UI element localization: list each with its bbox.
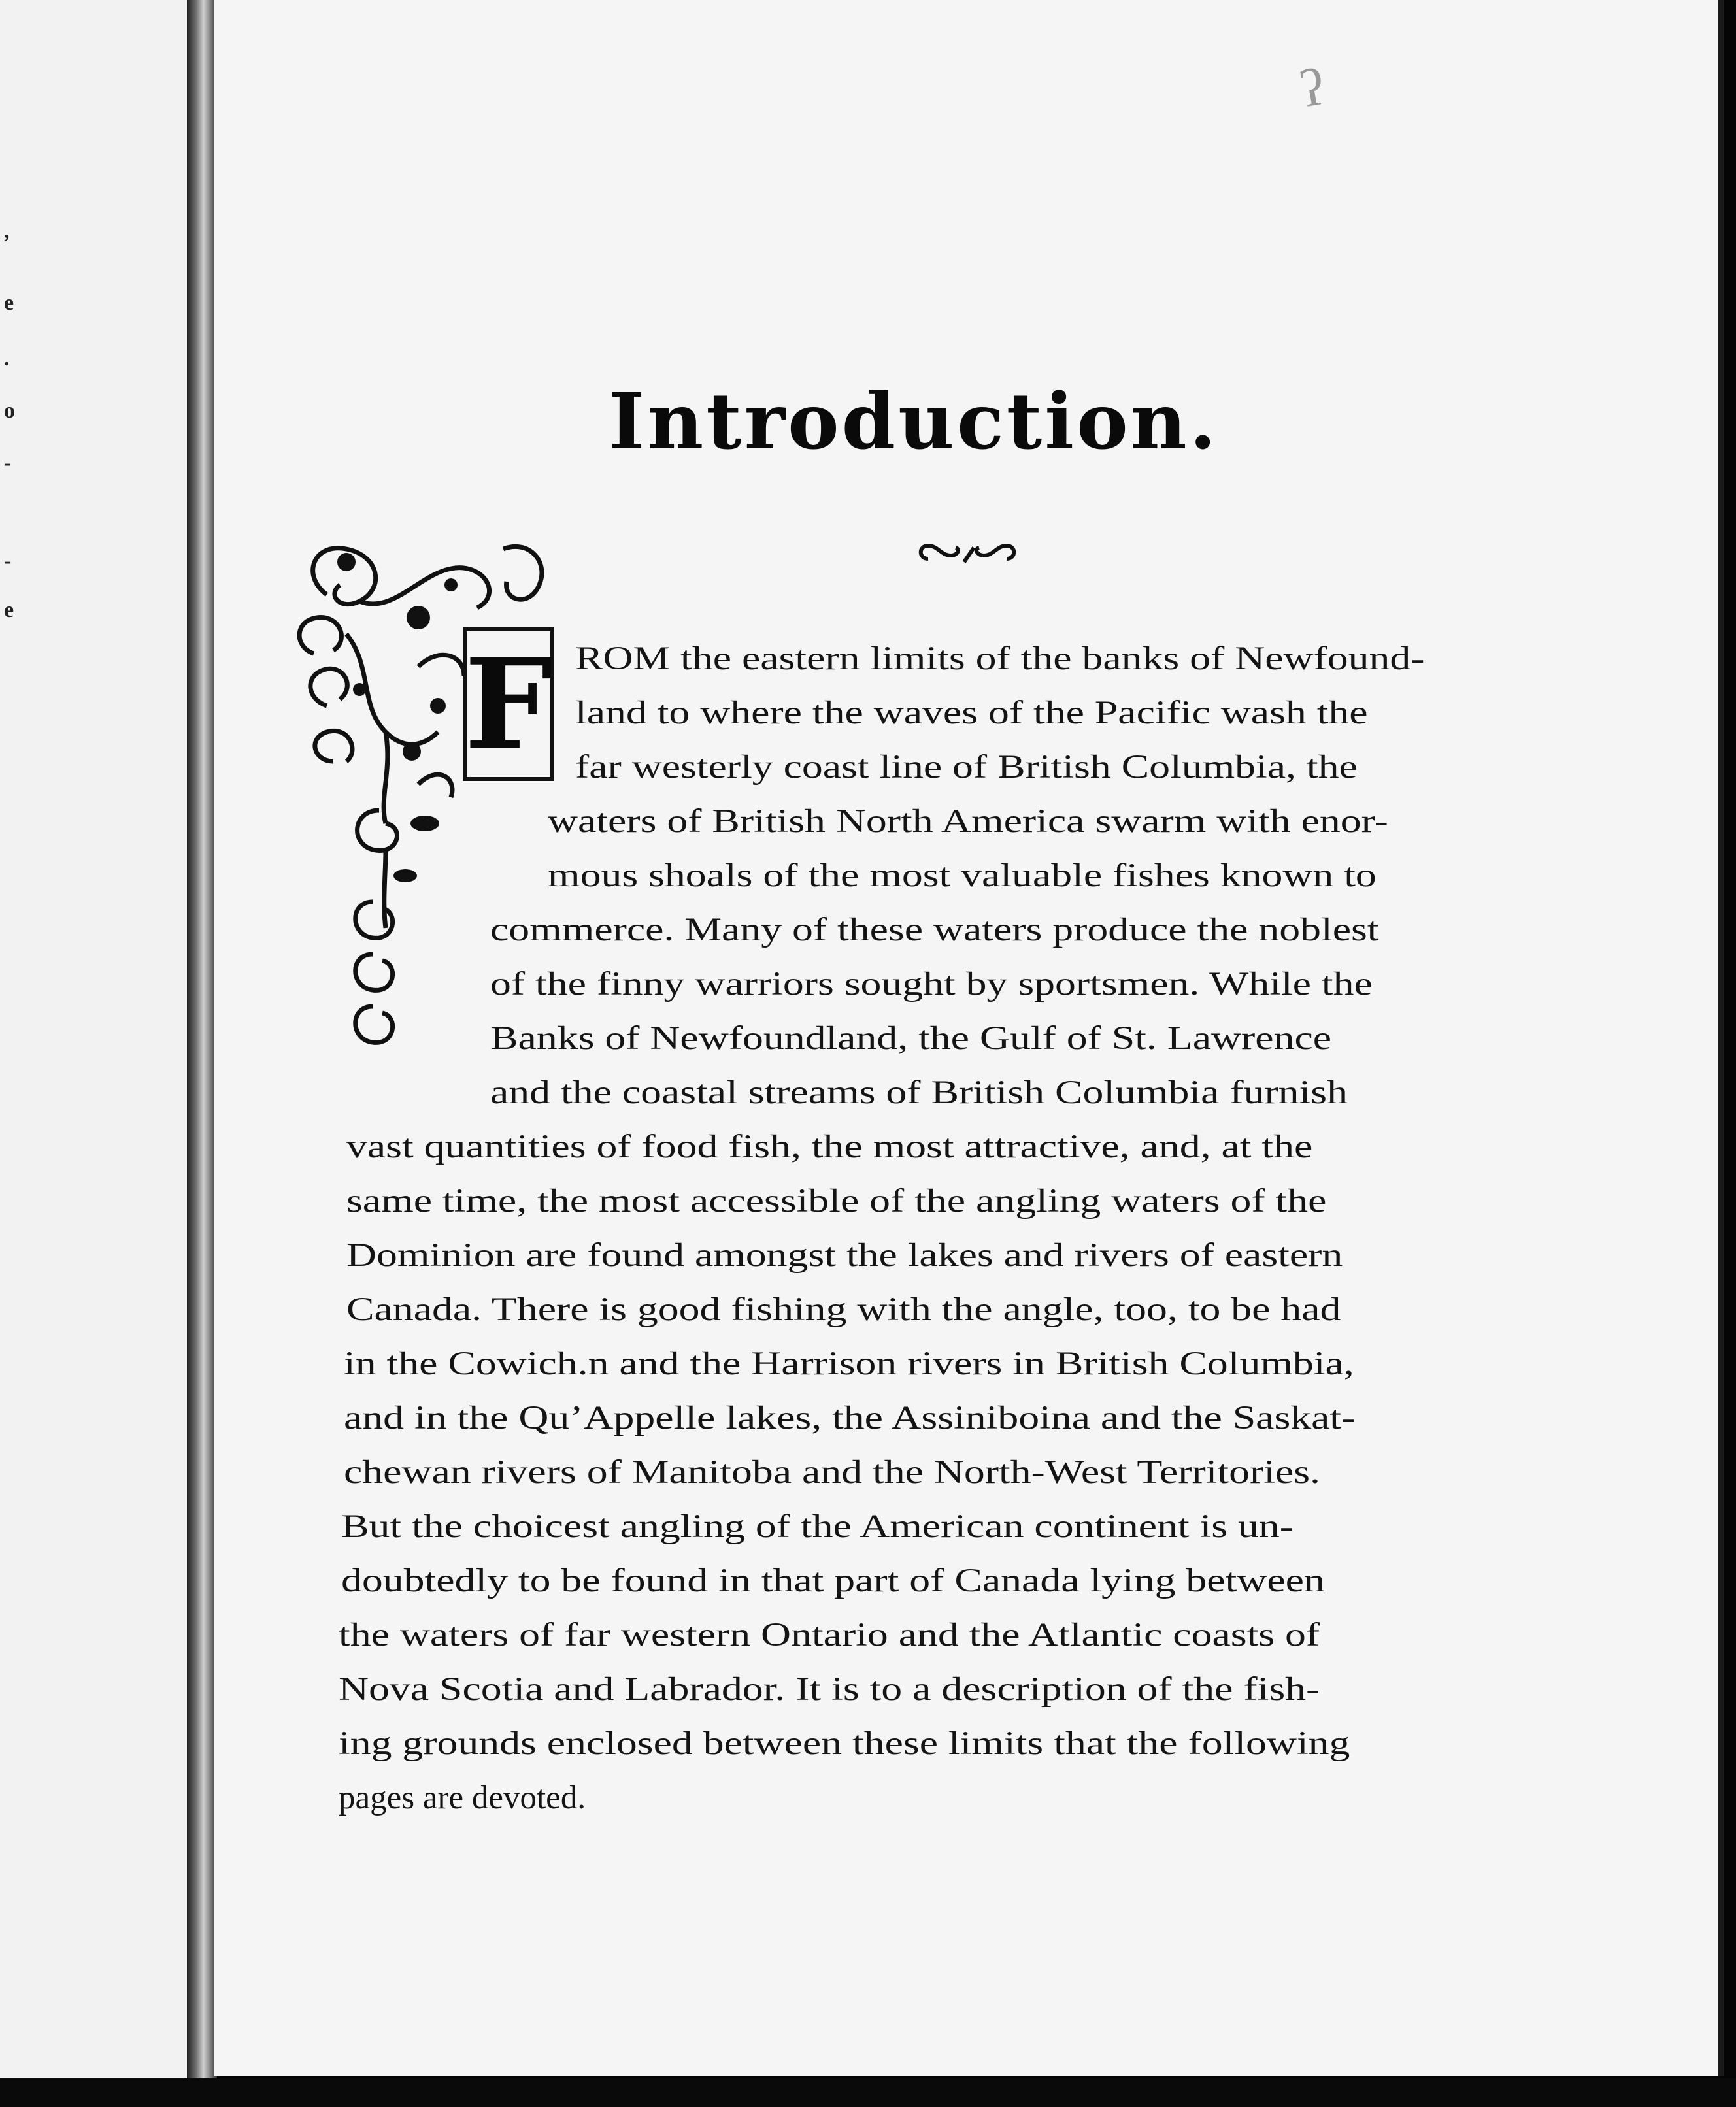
pencil-mark-icon: ʔ	[1295, 58, 1329, 119]
margin-mark: .	[4, 346, 10, 371]
body-line: Dominion are found amongst the lakes and rivers of eastern	[346, 1237, 1343, 1274]
body-line: Nova Scotia and Labrador. It is to a description of the fish-	[339, 1671, 1320, 1708]
body-line: pages are devoted.	[339, 1780, 586, 1816]
body-line: waters of British North America swarm with enor-	[548, 803, 1388, 840]
body-line: doubtedly to be found in that part of Canada lying between	[341, 1563, 1325, 1599]
body-line: ing grounds enclosed between these limits that the following	[339, 1725, 1350, 1762]
book-gutter	[187, 0, 217, 2107]
body-line: commerce. Many of these waters produce the noblest	[490, 912, 1379, 948]
body-line: ROM the eastern limits of the banks of Newfound-	[575, 640, 1425, 677]
body-line: vast quantities of food fish, the most attractive, and, at the	[346, 1129, 1313, 1165]
body-line: Banks of Newfoundland, the Gulf of St. Lawrence	[490, 1020, 1332, 1057]
body-line: and in the Qu’Appelle lakes, the Assiniboina and the Saskat-	[344, 1400, 1356, 1436]
body-line: of the finny warriors sought by sportsmen. While the	[490, 966, 1373, 1003]
margin-mark: -	[4, 549, 12, 573]
margin-mark: -	[4, 451, 12, 475]
body-line: same time, the most accessible of the angling waters of the	[346, 1183, 1327, 1219]
scroll-ornament-icon	[915, 536, 1020, 575]
margin-mark: ,	[4, 219, 10, 243]
left-page-edge	[0, 0, 190, 2107]
body-line: far westerly coast line of British Columbia, the	[575, 749, 1358, 786]
drop-cap-frame	[463, 627, 554, 781]
body-line: land to where the waves of the Pacific wash the	[575, 695, 1368, 731]
drop-cap-letter: F	[464, 631, 553, 777]
body-line: Canada. There is good fishing with the angle, too, to be had	[346, 1291, 1341, 1328]
margin-mark: e	[4, 291, 14, 315]
margin-mark: e	[4, 598, 14, 622]
body-line: and the coastal streams of British Columbia furnish	[490, 1074, 1348, 1111]
body-line: in the Cowich.n and the Harrison rivers in British Columbia,	[344, 1346, 1354, 1382]
body-line: But the choicest angling of the American continent is un-	[341, 1508, 1294, 1545]
scan-bottom-edge	[0, 2078, 1736, 2107]
body-line: the waters of far western Ontario and the Atlantic coasts of	[339, 1617, 1320, 1653]
body-line: chewan rivers of Manitoba and the North-West Territories.	[344, 1454, 1320, 1491]
body-line: mous shoals of the most valuable fishes known to	[548, 857, 1377, 894]
page-title: Introduction.	[609, 376, 1219, 467]
margin-mark: o	[4, 399, 15, 423]
